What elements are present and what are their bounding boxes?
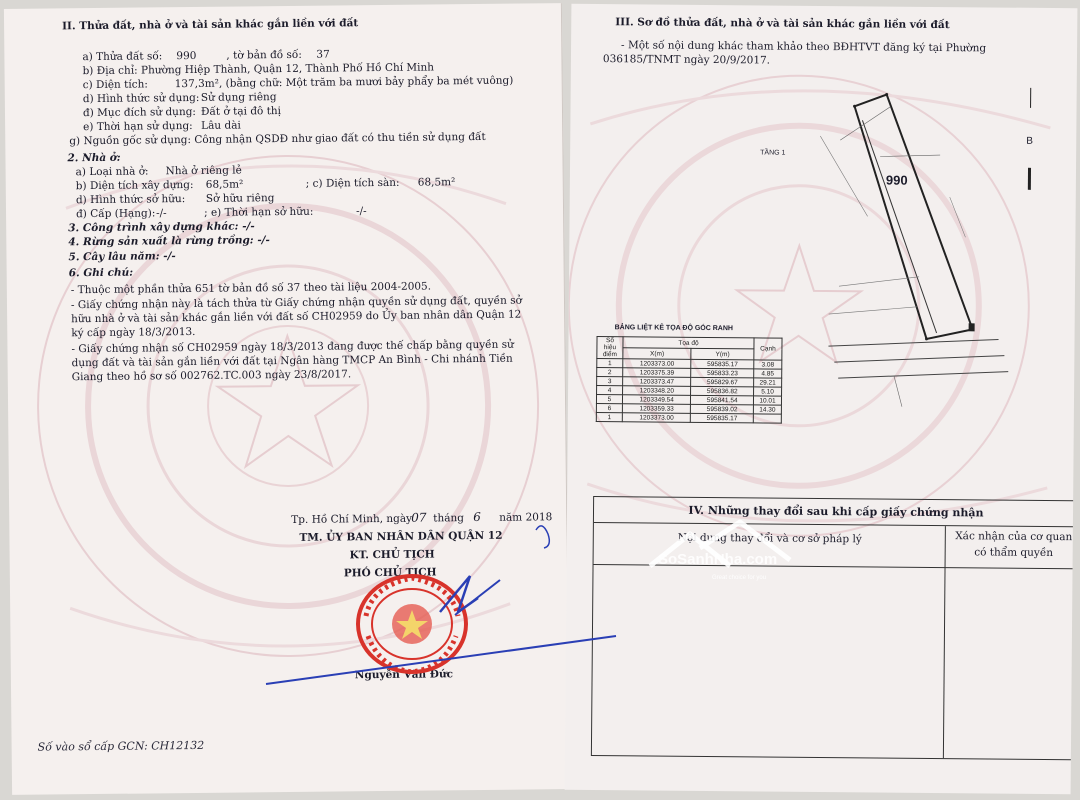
section-land-title: II. Thửa đất, nhà ở và tài sản khác gắn liền với đất	[62, 17, 359, 33]
date-month: 6	[473, 509, 481, 525]
serial-number: Số vào sổ cấp GCN: CH12132	[37, 738, 205, 754]
note-1: - Thuộc một phần thửa 651 tờ bản đồ số 37 theo tài liệu 2004-2005.	[70, 280, 432, 297]
right-page	[565, 4, 1078, 794]
col-header-edge: Cạnh	[754, 338, 782, 360]
table-row: 1 1203373.00 595835.17 3.08	[597, 359, 782, 370]
note-3: - Giấy chứng nhận số CH02959 ngày 18/3/2013 đang được thế chấp bằng quyền sử dụng đất và tài sản gắn liền với đất tại Ngân hàng TMCP An Bình - Chi nhánh Tiền Giang theo hồ sơ số 002762.TC.003 ngày 23/8/2017.	[71, 338, 514, 384]
section-map-title: III. Sơ đồ thửa đất, nhà ở và tài sản khác gắn liền với đất	[615, 16, 950, 32]
table-row: 5 1203349.54 595841.54 10.01	[596, 395, 781, 406]
col-header-x: X(m)	[623, 348, 692, 360]
sign-title: PHÓ CHỦ TỊCH	[343, 566, 437, 580]
house-type-value: Nhà ở riêng lẻ	[165, 164, 242, 178]
col-header-coord: Tọa độ	[623, 337, 754, 349]
notes-title: 6. Ghi chú:	[68, 266, 134, 280]
table-row: 4 1203348.20 595836.82 5.10	[597, 386, 782, 397]
date-day: 07	[411, 510, 427, 525]
changes-title: IV. Những thay đổi sau khi cấp giấy chứng nhận	[594, 497, 1078, 527]
official-seal-icon	[352, 572, 474, 678]
north-arrow-icon	[1016, 78, 1047, 198]
floor-label: TẦNG 1	[760, 149, 786, 157]
table-row: 2 1203375.39 595833.23 4.85	[597, 368, 782, 379]
grade-value: -/-	[155, 207, 167, 220]
parcel-sketch	[798, 76, 1041, 418]
area-value: 137,3m², (bằng chữ: Một trăm ba mươi bảy phẩy ba mét vuông)	[174, 74, 514, 91]
build-area-value: 68,5m²	[205, 178, 244, 191]
map-sheet-value: 37	[316, 48, 330, 61]
build-area-label: b) Diện tích xây dựng:	[75, 178, 194, 193]
north-label: B	[1026, 135, 1033, 147]
col-header-y: Y(m)	[691, 348, 754, 360]
signer-name: Nguyễn Văn Đức	[354, 668, 454, 682]
usage-term-label: e) Thời hạn sử dụng:	[83, 119, 193, 134]
left-page	[4, 3, 570, 795]
parcel-number-value: 990	[176, 49, 197, 63]
planted-forest-line: 4. Rừng sản xuất là rừng trồng: -/-	[68, 234, 270, 249]
changes-col-content: Nội dung thay đổi và cơ sở pháp lý	[677, 531, 862, 546]
house-type-label: a) Loại nhà ở:	[75, 165, 149, 179]
table-row: 1 1203373.00 595835.17	[596, 413, 781, 424]
usage-purpose-label: đ) Mục đích sử dụng:	[82, 105, 197, 120]
watermark-tagline: Great choice for you	[712, 575, 767, 581]
table-row: 3 1203373.47 595829.67 29.21	[597, 377, 782, 388]
perennial-trees-line: 5. Cây lâu năm: -/-	[68, 250, 176, 264]
watermark-brand: SoSanhNha.com	[658, 551, 778, 568]
date-month-label: tháng	[433, 512, 465, 525]
col-header-point: Số hiệu điểm	[597, 337, 623, 359]
ownership-form-value: Sở hữu riêng	[205, 192, 275, 205]
section-house-title: 2. Nhà ở:	[67, 151, 121, 165]
map-sheet-label: , tờ bản đồ số:	[226, 48, 302, 62]
usage-term-value: Lâu dài	[201, 119, 241, 132]
parcel-number-label: 990	[885, 172, 908, 188]
note-2: - Giấy chứng nhận này là tách thửa từ Giấy chứng nhận quyền sử dụng đất, quyền sở hữu nhà ở và tài sản khác gắn liền với đất số CH02959 do Ủy ban nhân dân Quận 12 ký cấp ngày 18/3/2013.	[70, 294, 522, 340]
ownership-term-value: -/-	[355, 205, 367, 218]
area-label: c) Diện tích:	[82, 78, 148, 92]
usage-origin-line: g) Nguồn gốc sử dụng: Công nhận QSDĐ như giao đất có thu tiền sử dụng đất	[69, 130, 486, 148]
coordinate-table	[596, 336, 783, 424]
usage-form-label: d) Hình thức sử dụng:	[82, 91, 200, 106]
sign-role: KT. CHỦ TỊCH	[349, 548, 435, 562]
changes-col-confirm: Xác nhận của cơ quan có thẩm quyền	[955, 530, 1073, 560]
ownership-term-label: ; e) Thời hạn sở hữu:	[203, 205, 314, 219]
floor-area-value: 68,5m²	[417, 176, 456, 189]
usage-purpose-value: Đất ở tại đô thị	[200, 105, 282, 118]
reference-line-1: - Một số nội dung khác tham khảo theo BĐHTVT đăng ký tại Phường	[621, 39, 987, 55]
coordinate-table-title: BẢNG LIỆT KÊ TỌA ĐỘ GÓC RANH	[614, 324, 733, 333]
date-year: năm 2018	[499, 511, 553, 524]
parcel-number-label: a) Thửa đất số:	[82, 50, 163, 64]
grade-label: đ) Cấp (Hạng):	[75, 207, 156, 221]
table-row: 6 1203359.33 595839.02 14.30	[596, 404, 781, 415]
usage-form-value: Sử dụng riêng	[200, 91, 277, 104]
ownership-form-label: d) Hình thức sở hữu:	[75, 193, 186, 207]
date-prefix: Tp. Hồ Chí Minh, ngày	[291, 512, 413, 526]
address-line: b) Địa chỉ: Phường Hiệp Thành, Quận 12, Thành Phố Hồ Chí Minh	[82, 61, 435, 78]
other-construction-line: 3. Công trình xây dựng khác: -/-	[68, 220, 255, 235]
floor-area-label: ; c) Diện tích sàn:	[305, 176, 400, 190]
sign-org: TM. ỦY BAN NHÂN DÂN QUẬN 12	[299, 529, 503, 544]
reference-line-2: 036185/TNMT ngày 20/9/2017.	[602, 53, 771, 67]
